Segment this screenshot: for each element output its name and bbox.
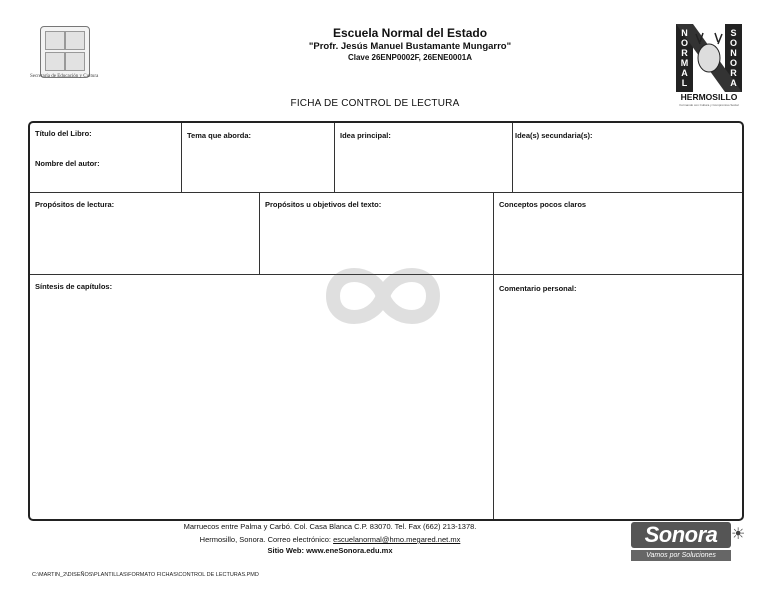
svg-text:M: M (680, 58, 689, 68)
seal-quadrant (65, 52, 85, 71)
unclear-concepts-field[interactable]: Conceptos pocos claros (499, 200, 587, 209)
footer-address: Marruecos entre Palma y Carbó. Col. Casa Blanca C.P. 83070. Tel. Fax (662) 213-1378. (183, 522, 477, 531)
secondary-ideas-field[interactable]: Idea(s) secundaria(s): (515, 131, 593, 140)
column-divider (259, 192, 260, 274)
sonora-government-logo (631, 522, 746, 562)
svg-text:N: N (681, 28, 688, 38)
reading-purposes-field[interactable]: Propósitos de lectura: (35, 200, 115, 209)
sun-icon: ☀ (731, 526, 746, 543)
seal-quadrant (45, 31, 65, 50)
svg-text:A: A (730, 78, 737, 88)
footer-email-link[interactable]: escuelanormal@hmo.megared.net.mx (333, 535, 461, 544)
column-divider (493, 192, 494, 274)
normal-sonora-logo (676, 24, 742, 107)
svg-text:O: O (729, 58, 738, 68)
svg-text:O: O (729, 38, 738, 48)
column-divider (334, 123, 335, 192)
topic-field[interactable]: Tema que aborda: (187, 131, 252, 140)
watermark-icon (323, 256, 443, 336)
text-purposes-field[interactable]: Propósitos u objetivos del texto: (265, 200, 382, 209)
book-title-field[interactable]: Título del Libro: (35, 129, 92, 138)
school-key: Clave 26ENP0002F, 26ENE0001A (347, 53, 473, 62)
author-field[interactable]: Nombre del autor: (35, 159, 100, 168)
logo-tagline: Formando con Cultura y Compromiso Social (679, 103, 739, 107)
seal-caption: Secretaría de Educación y Cultura (30, 74, 99, 79)
svg-text:S: S (730, 28, 737, 38)
footer-email-line (150, 535, 510, 544)
svg-text:O: O (680, 38, 689, 48)
svg-text:R: R (681, 48, 688, 58)
row-divider (30, 192, 742, 193)
state-seal-logo (40, 26, 90, 78)
column-divider (493, 274, 494, 519)
file-path: C:\MARTIN_2\DISEÑOS\PLANTILLAS\FORMATO FICHAS\CONTROL DE LECTURAS.PMD (32, 572, 259, 578)
form-title: FICHA DE CONTROL DE LECTURA (290, 98, 460, 109)
footer-website[interactable]: Sitio Web: www.eneSonora.edu.mx (267, 546, 393, 555)
sonora-slogan: Vamos por Soluciones (631, 550, 731, 561)
school-full-name: "Profr. Jesús Manuel Bustamante Mungarro" (308, 41, 512, 52)
svg-text:R: R (730, 68, 737, 78)
svg-text:N: N (730, 48, 737, 58)
seal-quadrant (45, 52, 65, 71)
normal-n-emblem-icon (676, 24, 742, 92)
sonora-brand: Sonora (631, 522, 731, 548)
column-divider (181, 123, 182, 192)
footer-email-label: Hermosillo, Sonora. Correo electrónico: (199, 535, 331, 544)
column-divider (512, 123, 513, 192)
main-idea-field[interactable]: Idea principal: (340, 131, 391, 140)
school-name: Escuela Normal del Estado (332, 26, 488, 40)
seal-quadrant (65, 31, 85, 50)
svg-text:L: L (681, 78, 688, 88)
personal-comment-field[interactable]: Comentario personal: (499, 284, 577, 293)
svg-text:A: A (681, 68, 688, 78)
logo-city: HERMOSILLO (680, 92, 738, 102)
chapter-summary-field[interactable]: Síntesis de capítulos: (35, 282, 113, 291)
